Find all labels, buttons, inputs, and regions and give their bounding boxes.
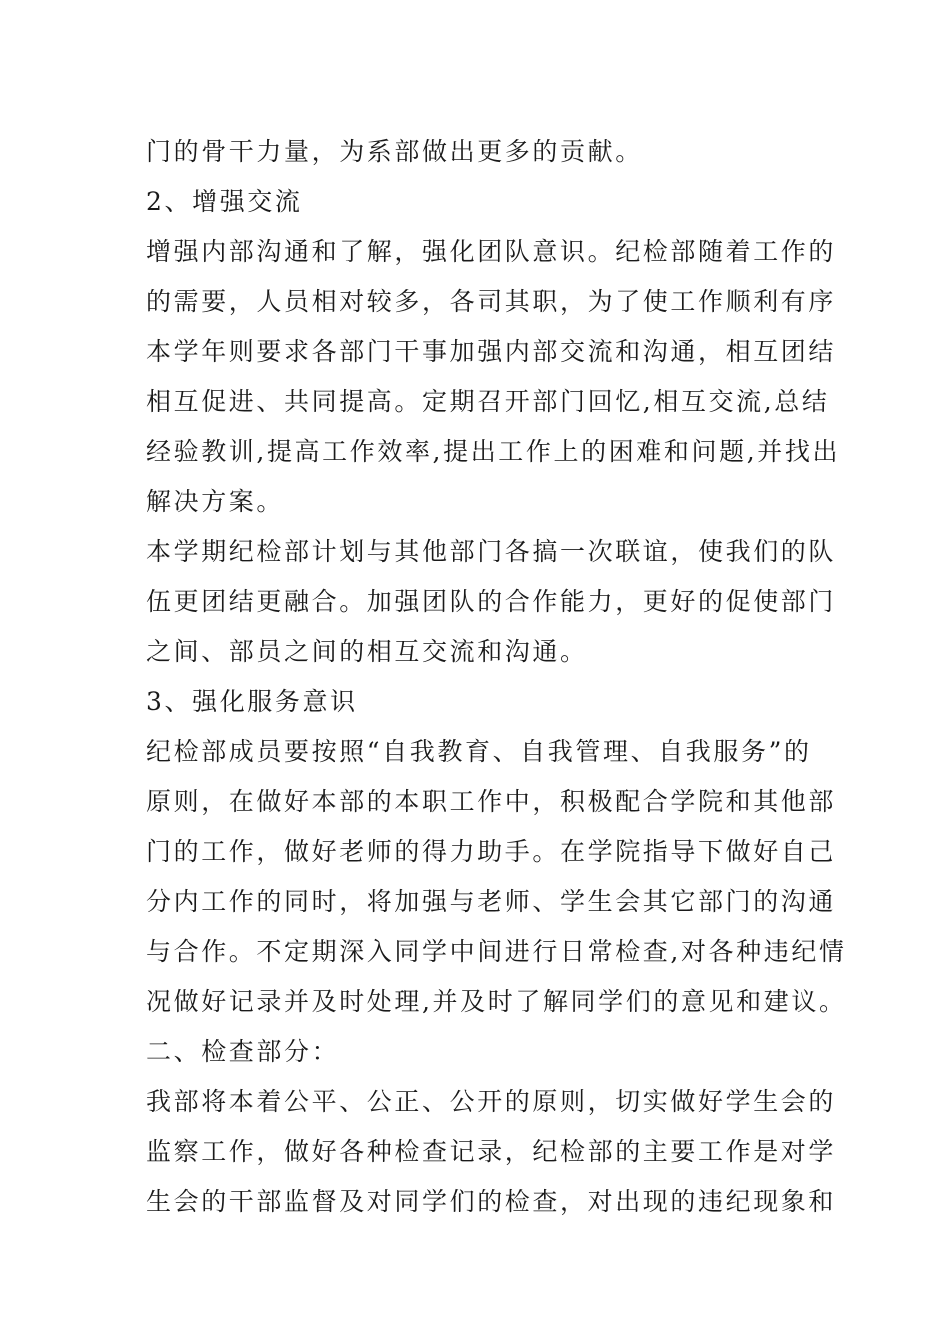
text-line: 之间、部员之间的相互交流和沟通。	[146, 637, 588, 666]
text-line: 增强内部沟通和了解，强化团队意识。纪检部随着工作的	[146, 237, 837, 266]
text-line: 纪检部成员要按照“自我教育、自我管理、自我服务”的	[146, 737, 812, 766]
text-line: 监察工作，做好各种检查记录，纪检部的主要工作是对学	[146, 1137, 837, 1166]
text-line: 原则，在做好本部的本职工作中，积极配合学院和其他部	[146, 787, 837, 816]
text-line: 与合作。不定期深入同学中间进行日常检查,对各种违纪情	[146, 937, 847, 966]
text-line: 门的工作，做好老师的得力助手。在学院指导下做好自己	[146, 837, 837, 866]
section-heading: 二、检查部分：	[146, 1037, 340, 1066]
text-line: 门的骨干力量，为系部做出更多的贡献。	[146, 137, 643, 166]
text-line: 伍更团结更融合。加强团队的合作能力，更好的促使部门	[146, 587, 837, 616]
text-line: 我部将本着公平、公正、公开的原则，切实做好学生会的	[146, 1087, 837, 1116]
text-line: 分内工作的同时，将加强与老师、学生会其它部门的沟通	[146, 887, 837, 916]
text-line: 的需要，人员相对较多，各司其职，为了使工作顺利有序	[146, 287, 837, 316]
text-line: 本学期纪检部计划与其他部门各搞一次联谊，使我们的队	[146, 537, 837, 566]
text-line: 相互促进、共同提高。定期召开部门回忆,相互交流,总结	[146, 387, 830, 416]
text-line: 生会的干部监督及对同学们的检查，对出现的违纪现象和	[146, 1187, 837, 1216]
text-line: 解决方案。	[146, 487, 285, 516]
text-line: 经验教训,提高工作效率,提出工作上的困难和问题,并找出	[146, 437, 841, 466]
text-line: 况做好记录并及时处理,并及时了解同学们的意见和建议。	[146, 987, 847, 1016]
section-heading: 2、增强交流	[146, 187, 303, 216]
section-heading: 3、强化服务意识	[146, 687, 358, 716]
text-line: 本学年则要求各部门干事加强内部交流和沟通，相互团结	[146, 337, 837, 366]
